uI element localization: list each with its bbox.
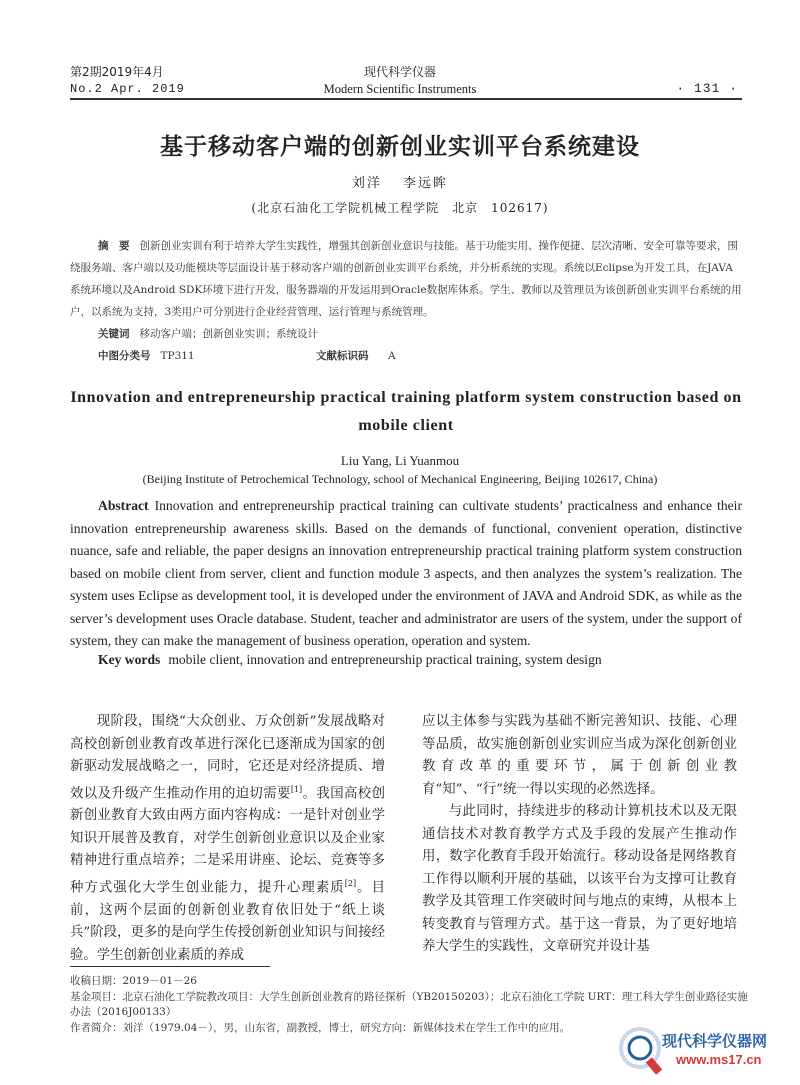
issue-en: No.2 Apr. 2019: [70, 82, 185, 96]
journal-en: Modern Scientific Instruments: [323, 82, 477, 96]
body-text: 现阶段，围绕“大众创业、万众创新”发展战略对高校创新创业教育改革进行深化已逐渐成为国家的创新驱动发展战略之一，同时，它还是对经济提质、增效以及升级产生推动作用的迫切需要: [70, 714, 385, 801]
abstract-en-text: Innovation and entrepreneurship practical training can cultivate students’ practicalness and enhance their innovation entrepreneurship awareness skills. Based on the demands of functional, convenient operation, distinctive nuance, safe and reliable, the paper designs an innovation entrepreneurship practical training platform system construction based on mobile client from server, client and function module 3 aspects, and then analyzes the system’s realization. The system uses Eclipse as development tool, it is developed under the environment of JAVA and Android SDK, as while as the server’s development uses Oracle database. Student, teacher and administrator are users of the system, under the support of system, they can make the management of business operation, operation and system.: [70, 498, 742, 648]
watermark-url: www.ms17.cn: [676, 1052, 762, 1067]
body-left-column: [70, 711, 385, 967]
keywords-cn-label: 关键词: [98, 328, 130, 340]
citation-2: [2]: [344, 878, 357, 888]
body-paragraph: [70, 711, 385, 967]
clc-label: 中图分类号: [98, 350, 151, 362]
abstract-cn-text: 创新创业实训有利于培养大学生实践性，增强其创新创业意识与技能。基于功能实用、操作便捷、层次清晰、安全可靠等要求，围绕服务端、客户端以及功能模块等层面设计基于移动客户端的创新创业实训平台系统，并分析系统的实现。系统以Eclipse为开发工具，在JAVA系统环境以及Android SDK环境下进行开发，服务器端的开发运用到Oracle数据库体系。学生、教师以及管理员为该创新创业实训平台系统的用户，以系统为支持，3类用户可分别进行企业经营管理、运行管理与系统管理。: [70, 240, 742, 318]
fund-info: 基金项目：北京石油化工学院教改项目：大学生创新创业教育的路径探析（YB20150203）；北京石油化工学院 URT：理工科大学生创业路径实施办法（2016J00133）: [70, 990, 748, 1018]
body-right-column: [422, 711, 737, 959]
classification-line: [70, 345, 742, 367]
body-text: 。我国高校创新创业教育大致由两方面内容构成：一是针对创业学知识开展普及教育，对学生创新创业意识以及企业家精神进行重点培养；二是采用讲座、论坛、竞赛等多种方式强化大学生创业能力，提升心理素质: [70, 785, 386, 896]
keywords-cn-text: 移动客户端；创新创业实训；系统设计: [139, 328, 318, 340]
journal-cn: 现代科学仪器: [363, 65, 436, 79]
author-bio: 作者简介：刘洋（1979.04－），男，山东省，副教授，博士，研究方向：新媒体技术在学生工作中的应用。: [70, 1021, 571, 1034]
affiliation-cn: (北京石油化工学院机械工程学院 北京 102617): [251, 201, 549, 215]
doc-code-label: 文献标识码: [316, 350, 369, 362]
received-date: 收稿日期：2019－01－26: [70, 975, 197, 987]
watermark: [614, 1026, 794, 1078]
citation-1: [1]: [290, 784, 303, 794]
header-rule: [70, 98, 742, 100]
body-paragraph: 应以主体参与实践为基础不断完善知识、技能、心理等品质，故实施创新创业实训应当成为深化创新创业教育改革的重要环节，属于创新创业教育“知”、“行”统一得以实现的必然选择。: [422, 714, 737, 797]
footnote-rule: [70, 966, 270, 967]
clc-value: TP311: [160, 350, 195, 362]
title-en: Innovation and entrepreneurship practical training platform system construction based on mobile client: [70, 389, 742, 434]
watermark-title: 现代科学仪器网: [662, 1032, 768, 1050]
keywords-en-text: mobile client, innovation and entrepreneurship practical training, system design: [168, 652, 602, 667]
affiliation-en: (Beijing Institute of Petrochemical Technology, school of Mechanical Engineering, Beijing 102617, China): [142, 472, 658, 486]
doc-code-value: A: [388, 350, 396, 362]
abstract-en: [70, 495, 742, 653]
title-cn: 基于移动客户端的创新创业实训平台系统建设: [160, 134, 640, 160]
body-paragraph: 与此同时，持续进步的移动计算机技术以及无限通信技术对教育教学方式及手段的发展产生推动作用，数字化教育手段开始流行。移动设备是网络教育工作得以顺利开展的基础，以该平台为支撑可让教育教学及其管理工作突破时间与地点的束缚，从根本上转变教育与管理方式。基于这一背景，为了更好地培养大学生的实践性，文章研究并设计基: [422, 804, 737, 954]
authors-cn: 刘洋 李远眸: [351, 176, 449, 191]
keywords-cn: [70, 323, 742, 345]
abstract-cn-label: 摘 要: [98, 240, 130, 252]
abstract-en-label: Abstract: [98, 498, 149, 513]
keywords-en: [70, 649, 742, 672]
keywords-en-label: Key words: [98, 652, 161, 667]
issue-cn: 第2期2019年4月: [70, 65, 164, 79]
page-number: · 131 ·: [676, 81, 738, 96]
authors-en: Liu Yang, Li Yuanmou: [340, 453, 460, 468]
abstract-cn: [70, 235, 742, 323]
body-text: 。目前，这两个层面的创新创业教育依旧处于“纸上谈兵”阶段，更多的是向学生传授创新创业知识与间接经验。学生创新创业素质的养成: [70, 880, 386, 963]
